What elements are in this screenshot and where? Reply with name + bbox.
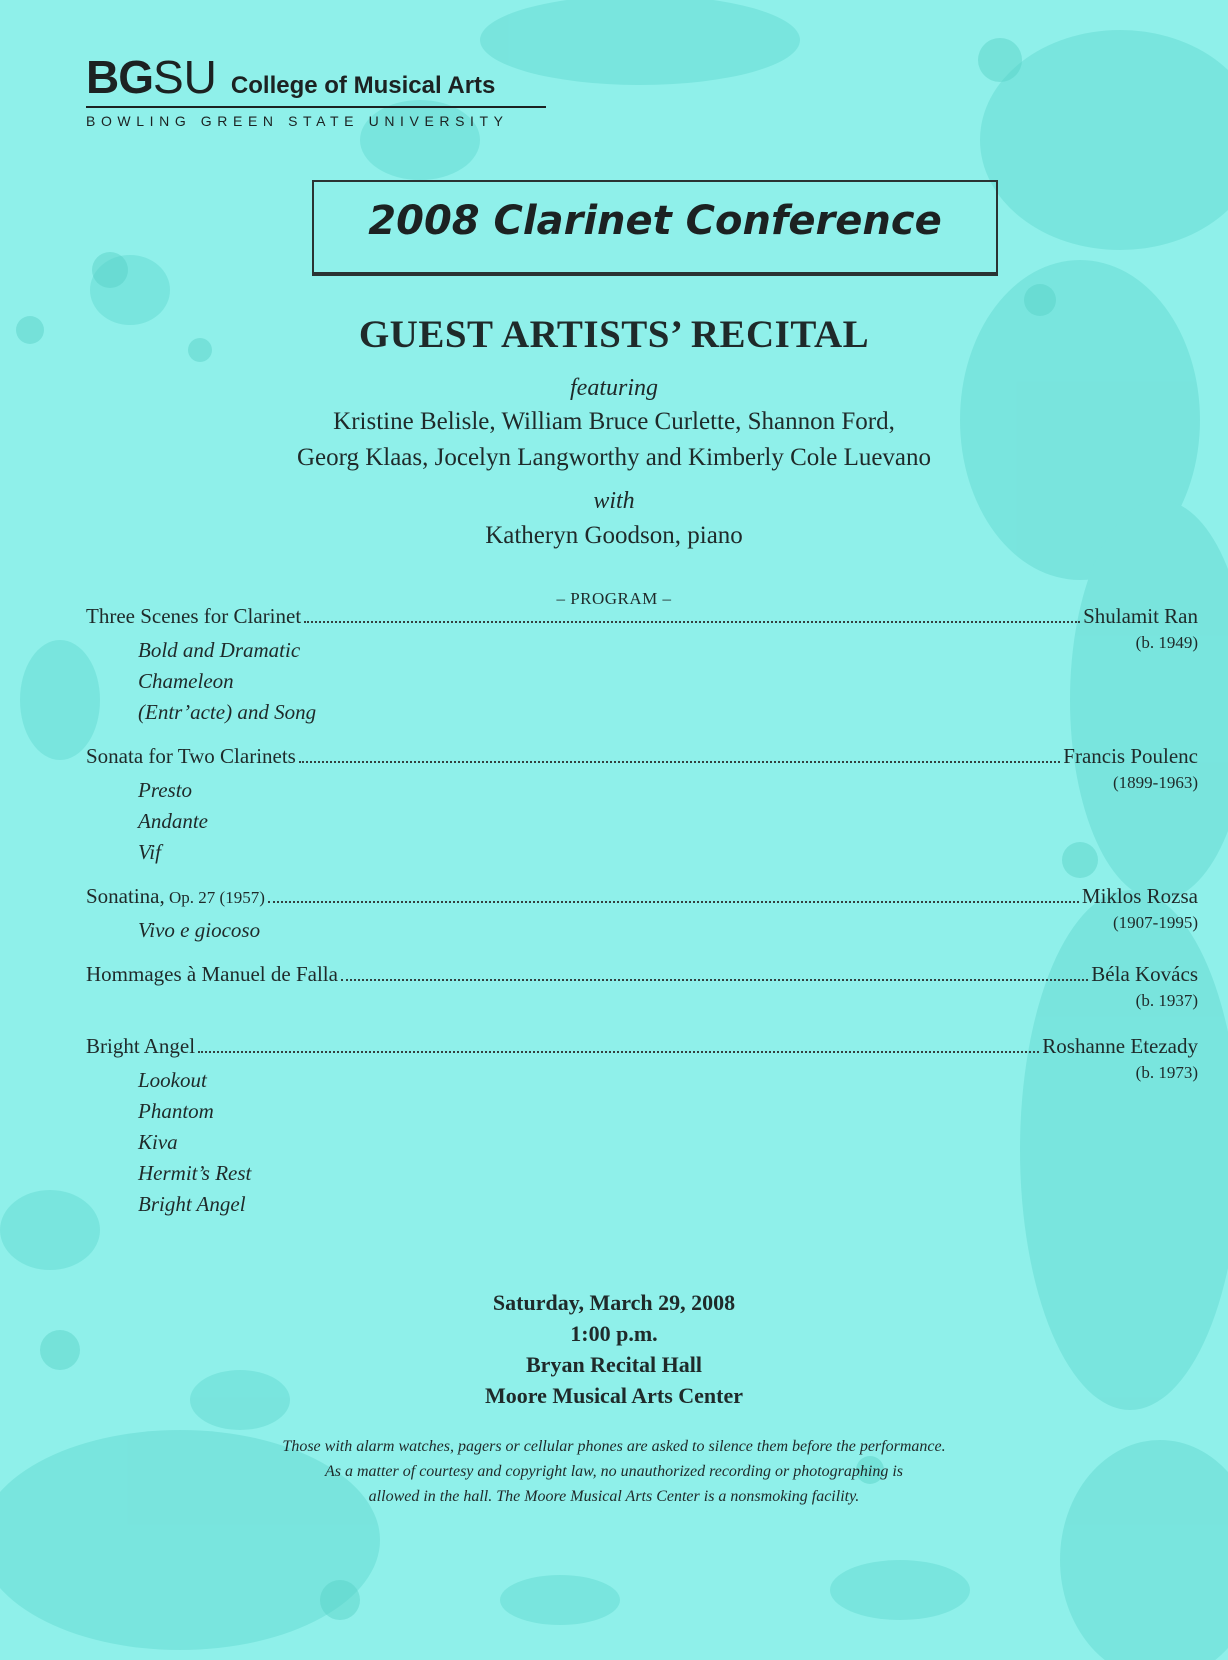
program-item: [86, 962, 1198, 1015]
movement-list: [138, 918, 260, 949]
movement: Phantom: [138, 1099, 214, 1123]
composer-dates: (1907-1995): [1113, 913, 1198, 932]
movement-list: [138, 638, 316, 731]
composer-name: Francis Poulenc: [1063, 744, 1198, 768]
event-time: 1:00 p.m.: [570, 1321, 658, 1346]
composer-dates: (b. 1937): [1135, 991, 1198, 1010]
logo-su-letters: SU: [153, 51, 217, 103]
artists-line-2: Georg Klaas, Jocelyn Langworthy and Kimberly Cole Luevano: [296, 444, 932, 471]
piece-title-text: Sonatina,: [86, 884, 165, 908]
conference-title: 2008 Clarinet Conference: [368, 198, 942, 244]
program-item: [86, 1034, 1198, 1087]
leader-dots: [299, 761, 1060, 763]
piece-title: Sonata for Two Clarinets: [86, 744, 296, 768]
movement: Hermit’s Rest: [138, 1161, 252, 1185]
event-hall: Bryan Recital Hall: [526, 1352, 702, 1377]
composer-name: Roshanne Etezady: [1042, 1034, 1198, 1058]
program-heading: – PROGRAM –: [556, 589, 672, 608]
movement: Chameleon: [138, 669, 234, 693]
movement: (Entr’acte) and Song: [138, 700, 317, 724]
composer-name: Béla Kovács: [1091, 962, 1198, 986]
movement: Vif: [138, 840, 161, 864]
notice-line-3: allowed in the hall. The Moore Musical Arts Center is a nonsmoking facility.: [368, 1488, 860, 1505]
piece-title: Bright Angel: [86, 1034, 196, 1058]
movement: Lookout: [138, 1068, 207, 1092]
notice-line-2: As a matter of courtesy and copyright law, no unauthorized recording or photographing is: [324, 1463, 904, 1480]
logo-divider: [86, 106, 546, 108]
movement: Kiva: [138, 1130, 178, 1154]
notice-line-1: Those with alarm watches, pagers or cellular phones are asked to silence them before the performance.: [282, 1438, 946, 1455]
movement: Andante: [138, 809, 208, 833]
piece-opus: Op. 27 (1957): [164, 888, 265, 907]
pianist: Katheryn Goodson, piano: [485, 522, 743, 549]
leader-dots: [198, 1051, 1039, 1053]
movement: Vivo e giocoso: [138, 918, 261, 942]
logo-wordmark: [86, 50, 556, 104]
logo-bg-letters: BG: [86, 51, 153, 103]
composer-name: Shulamit Ran: [1083, 604, 1198, 628]
composer-dates: (1899-1963): [1113, 773, 1198, 792]
piece-title: [86, 884, 265, 909]
movement: Presto: [138, 778, 193, 802]
audience-notice: [0, 1434, 1228, 1509]
program-item: [86, 744, 1198, 797]
leader-dots: [268, 901, 1079, 903]
movement: Bright Angel: [138, 1192, 246, 1216]
bgsu-logo: [86, 50, 556, 129]
event-venue: Moore Musical Arts Center: [484, 1383, 744, 1408]
college-name: College of Musical Arts: [230, 72, 496, 99]
conference-title-box: [312, 180, 998, 274]
event-details: [0, 1287, 1228, 1411]
movement: Bold and Dramatic: [138, 638, 301, 662]
artists-line-1: Kristine Belisle, William Bruce Curlette, Shannon Ford,: [333, 408, 895, 435]
piece-title: Three Scenes for Clarinet: [86, 604, 302, 628]
piece-title: Hommages à Manuel de Falla: [86, 962, 338, 986]
recital-title: GUEST ARTISTS’ RECITAL: [358, 313, 870, 356]
with-label: with: [593, 488, 635, 514]
event-date: Saturday, March 29, 2008: [492, 1290, 736, 1315]
movement-list: [138, 1068, 251, 1223]
composer-dates: (b. 1949): [1135, 633, 1198, 652]
leader-dots: [341, 979, 1088, 981]
composer-dates: (b. 1973): [1135, 1063, 1198, 1082]
university-name: BOWLING GREEN STATE UNIVERSITY: [86, 113, 509, 129]
featuring-label: featuring: [570, 375, 658, 401]
leader-dots: [304, 621, 1080, 623]
movement-list: [138, 778, 208, 871]
composer-name: Miklos Rozsa: [1081, 884, 1198, 908]
